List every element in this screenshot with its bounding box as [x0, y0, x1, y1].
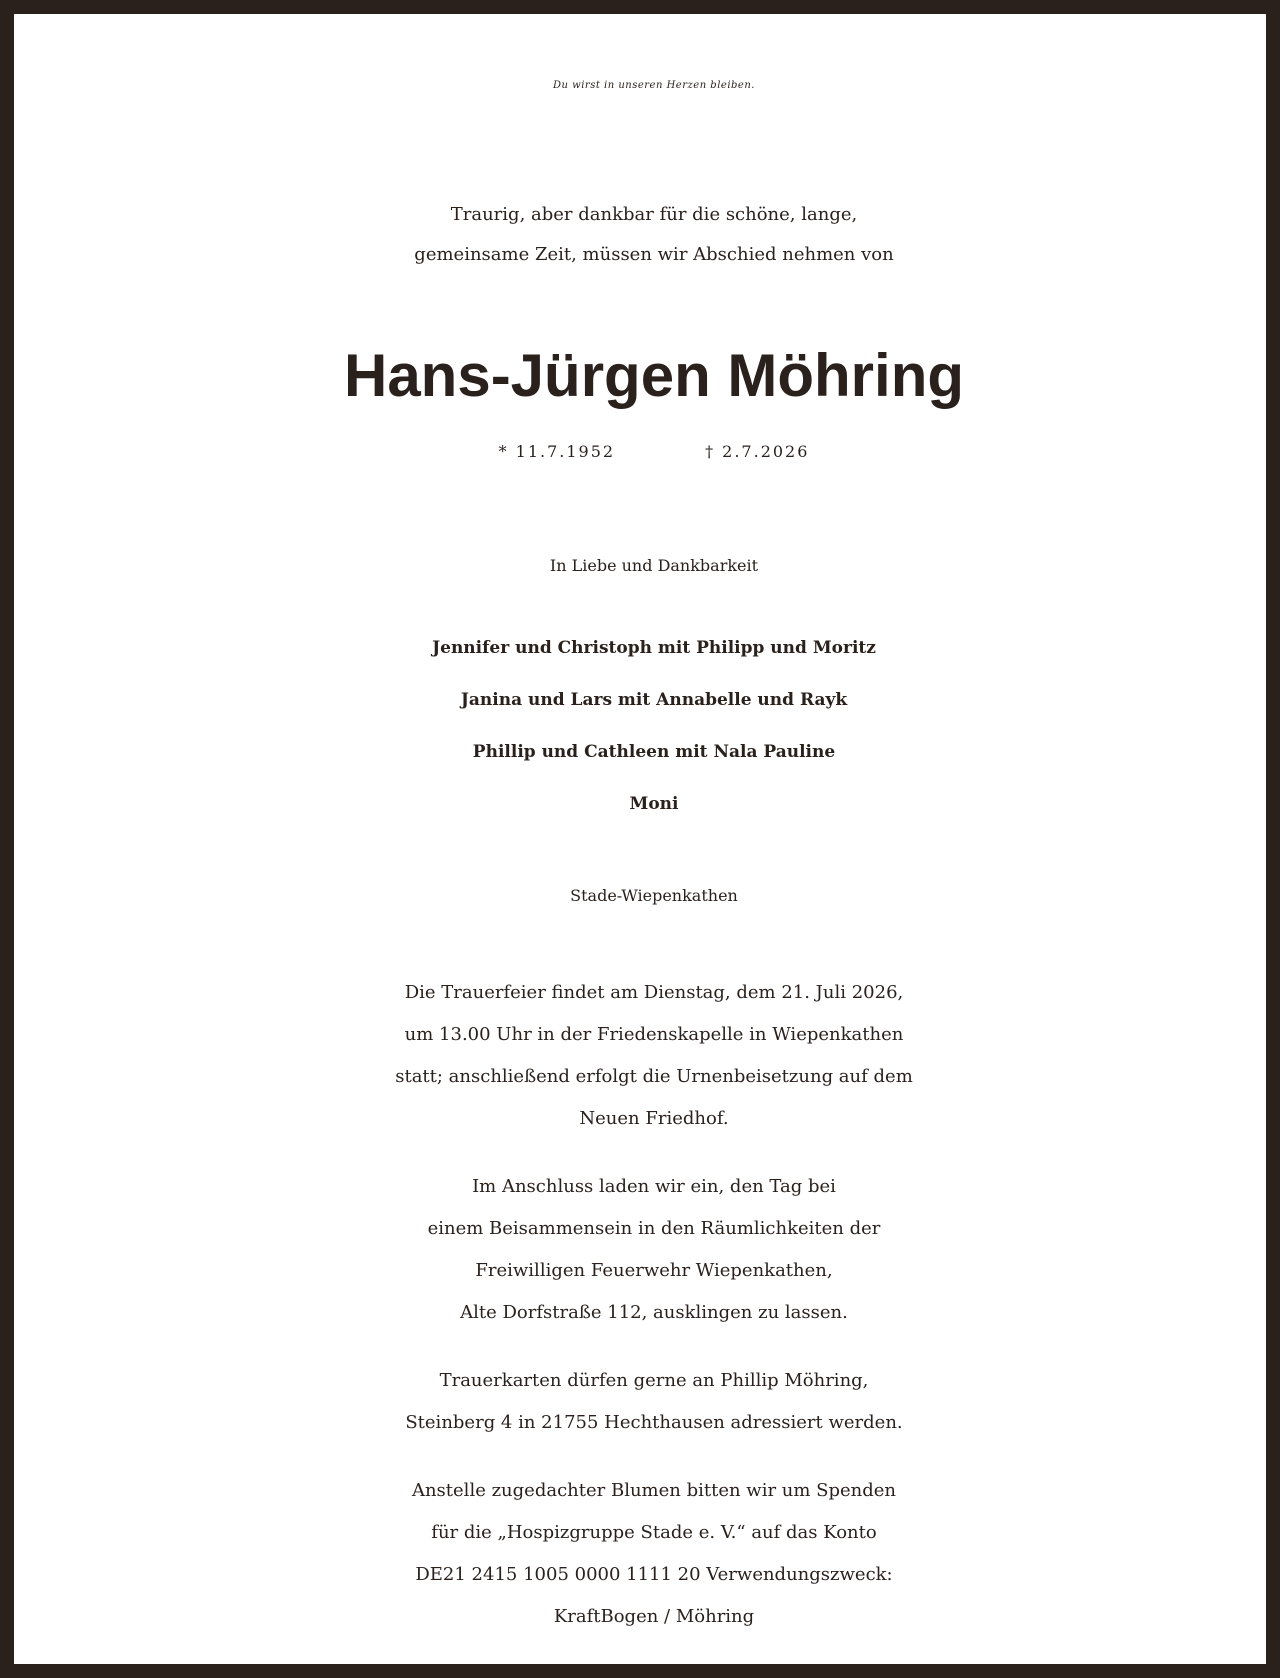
- gathering-line-2: einem Beisammensein in den Räumlichkeiten der: [427, 1218, 881, 1239]
- family-line-2: Janina und Lars mit Annabelle und Rayk: [460, 690, 848, 710]
- funeral-line-4: Neuen Friedhof.: [579, 1108, 729, 1129]
- motto: Du wirst in unseren Herzen bleiben.: [553, 80, 755, 91]
- death-date: † 2.7.2026: [705, 442, 810, 461]
- place: Stade-Wiepenkathen: [570, 886, 738, 905]
- deceased-name: Hans-Jürgen Möhring: [343, 342, 964, 409]
- gathering-line-4: Alte Dorfstraße 112, ausklingen zu lassen.: [460, 1302, 848, 1323]
- love-line: In Liebe und Dankbarkeit: [549, 556, 759, 575]
- cards-line-1: Trauerkarten dürfen gerne an Phillip Möhring,: [439, 1370, 869, 1391]
- gathering-line-1: Im Anschluss laden wir ein, den Tag bei: [472, 1176, 836, 1197]
- family-line-3: Phillip und Cathleen mit Nala Pauline: [472, 742, 836, 762]
- family-line-4: Moni: [629, 794, 679, 814]
- funeral-line-1: Die Trauerfeier findet am Dienstag, dem 21. Juli 2026,: [404, 982, 904, 1003]
- funeral-line-2: um 13.00 Uhr in der Friedenskapelle in Wiepenkathen: [404, 1024, 904, 1045]
- intro-line-2: gemeinsame Zeit, müssen wir Abschied nehmen von: [414, 244, 894, 265]
- donation-line-1: Anstelle zugedachter Blumen bitten wir um Spenden: [411, 1480, 897, 1501]
- life-dates: [28, 442, 1280, 461]
- gathering-line-3: Freiwilligen Feuerwehr Wiepenkathen,: [475, 1260, 833, 1281]
- donation-line-3: DE21 2415 1005 0000 1111 20 Verwendungszweck:: [415, 1564, 893, 1585]
- donation-line-4: KraftBogen / Möhring: [553, 1606, 755, 1627]
- funeral-line-3: statt; anschließend erfolgt die Urnenbeisetzung auf dem: [395, 1066, 913, 1087]
- intro-line-1: Traurig, aber dankbar für die schöne, lange,: [450, 204, 858, 225]
- cards-line-2: Steinberg 4 in 21755 Hechthausen adressiert werden.: [405, 1412, 903, 1433]
- family-line-1: Jennifer und Christoph mit Philipp und Moritz: [432, 638, 876, 658]
- birth-date: * 11.7.1952: [498, 442, 616, 461]
- donation-line-2: für die „Hospizgruppe Stade e. V.“ auf das Konto: [431, 1522, 877, 1543]
